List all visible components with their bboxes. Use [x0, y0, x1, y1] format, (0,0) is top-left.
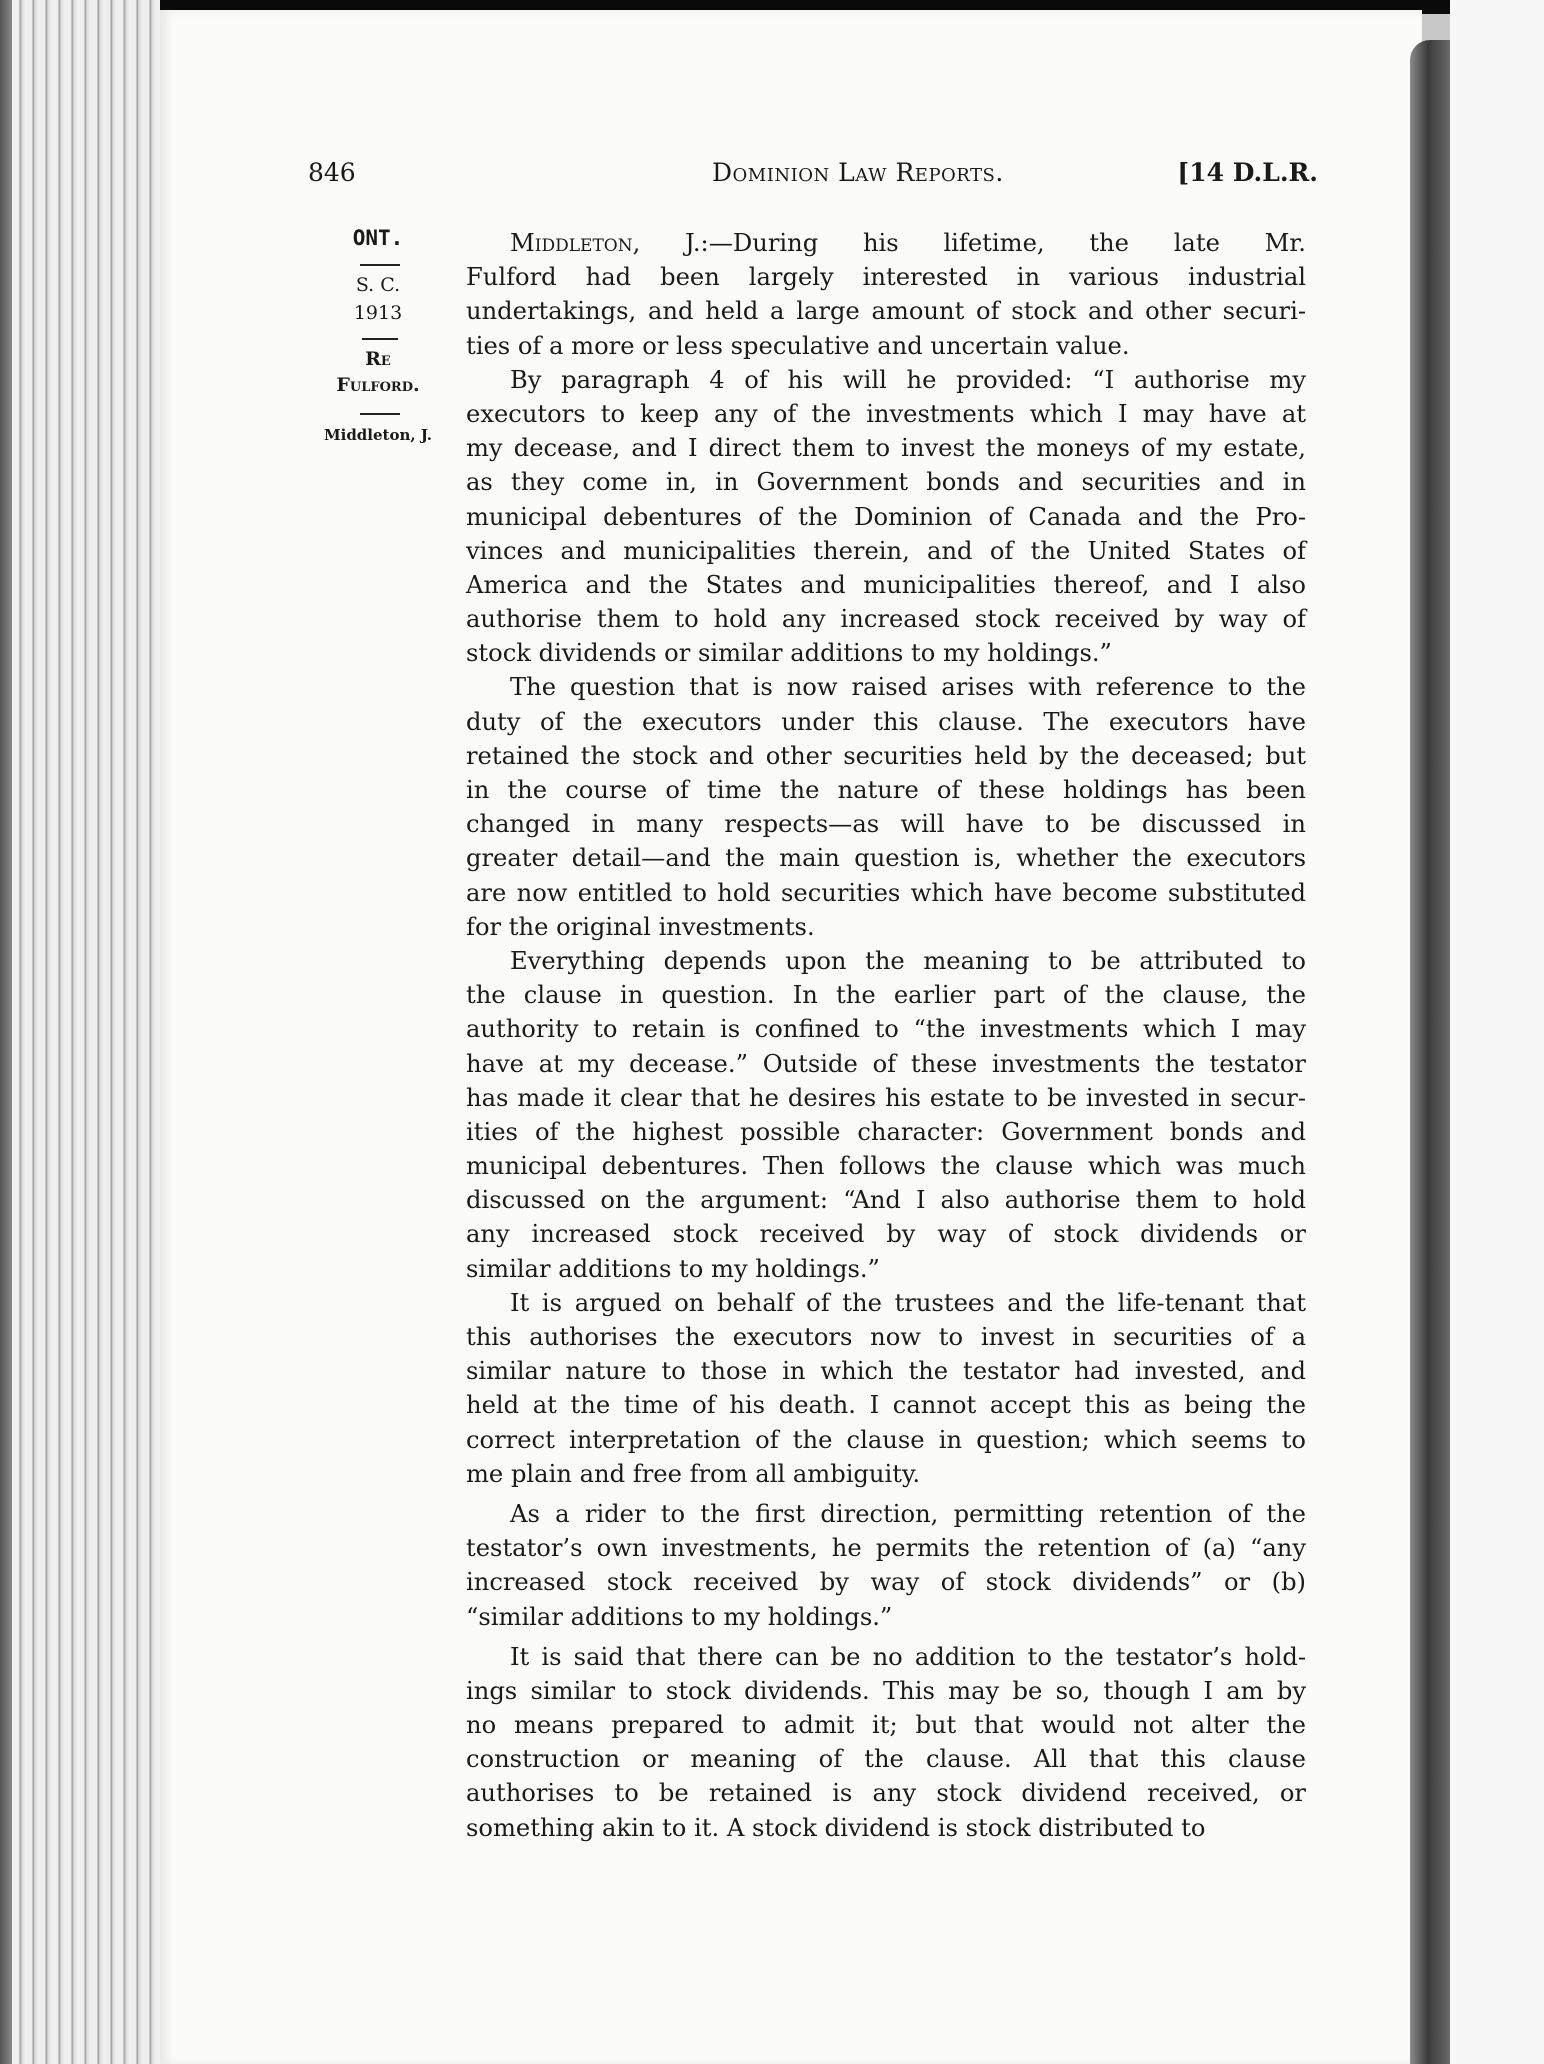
margin-case-name: Fulford. [336, 374, 420, 396]
text-line: similar additions to my holdings.” [466, 1254, 880, 1283]
volume-reference: [14 D.L.R. [1177, 158, 1318, 187]
text-line: ities of the highest possible character: Government bonds and [466, 1117, 1306, 1146]
margin-judge: Middleton, J. [324, 426, 432, 444]
text-line: has made it clear that he desires his estate to be invested in secur- [466, 1083, 1306, 1112]
text-line: something akin to it. A stock dividend is stock distributed to [466, 1813, 1206, 1842]
text-line: municipal debentures. Then follows the clause which was much [466, 1152, 1306, 1181]
text-line: ings similar to stock dividends. This may be so, though I am by [466, 1676, 1306, 1705]
scan-right-background [1450, 0, 1544, 2064]
text-line: construction or meaning of the clause. All that this clause [466, 1745, 1306, 1774]
paragraph [466, 226, 1306, 363]
book-spine-shadow [0, 0, 12, 2064]
paragraph [466, 1286, 1306, 1491]
text-line: changed in many respects—as will have to be discussed in [466, 810, 1306, 839]
page-curl-shadow [1410, 40, 1450, 2064]
text-line: America and the States and municipalities thereof, and I also [466, 570, 1306, 599]
margin-jurisdiction: ONT. [352, 226, 404, 250]
margin-court: S. C. [355, 274, 401, 296]
text-line: this authorises the executors now to invest in securities of a [466, 1323, 1306, 1351]
text-line: as they come in, in Government bonds and securities and in [466, 468, 1306, 497]
text-line: undertakings, and held a large amount of stock and other securi- [466, 297, 1306, 326]
text-line: my decease, and I direct them to invest the moneys of my estate, [466, 434, 1306, 463]
text-line: have at my decease.” Outside of these investments the testator [466, 1049, 1306, 1078]
text-line: held at the time of his death. I cannot accept this as being the [466, 1391, 1306, 1420]
text-line: authorise them to hold any increased stock received by way of [466, 605, 1306, 634]
text-line: ties of a more or less speculative and uncertain value. [466, 331, 1130, 360]
journal-title: Dominion Law Reports. [712, 158, 1004, 187]
margin-case-name: Re [365, 348, 391, 370]
margin-rule [362, 338, 398, 340]
paragraph [466, 1497, 1306, 1634]
judgment-text [466, 226, 1306, 1845]
text-line: retained the stock and other securities held by the deceased; but [466, 741, 1306, 770]
text-line: “similar additions to my holdings.” [466, 1602, 893, 1631]
text-line: executors to keep any of the investments which I may have at [466, 399, 1306, 428]
text-line: The question that is now raised arises with reference to the [510, 673, 1306, 702]
text-line: authority to retain is confined to “the investments which I may [466, 1015, 1306, 1044]
text-line: As a rider to the first direction, permitting retention of the [510, 1499, 1306, 1528]
margin-year: 1913 [353, 302, 403, 324]
margin-rule [360, 264, 400, 266]
text-line: Middleton, J.:—During his lifetime, the late Mr. [510, 229, 1306, 257]
text-line: By paragraph 4 of his will he provided: “I authorise my [510, 365, 1306, 394]
text-line: in the course of time the nature of these holdings has been [466, 776, 1306, 804]
text-line: Everything depends upon the meaning to be attributed to [510, 946, 1306, 975]
text-line: vinces and municipalities therein, and of the United States of [466, 536, 1306, 565]
paragraph [466, 1640, 1306, 1845]
page-number: 846 [308, 158, 356, 187]
text-line: municipal debentures of the Dominion of Canada and the Pro- [466, 502, 1306, 531]
text-line: stock dividends or similar additions to my holdings.” [466, 639, 1112, 668]
text-line: testator’s own investments, he permits the retention of (a) “any [466, 1534, 1306, 1563]
text-line: are now entitled to hold securities which have become substituted [466, 878, 1306, 907]
margin-rule [360, 413, 400, 415]
text-line: increased stock received by way of stock dividends” or (b) [466, 1568, 1306, 1597]
judge-name: Middleton [510, 229, 633, 257]
running-head [308, 158, 1318, 198]
paragraph [466, 670, 1306, 944]
text-line: correct interpretation of the clause in question; which seems to [466, 1425, 1306, 1454]
text-line: It is said that there can be no addition to the testator’s hold- [510, 1642, 1306, 1671]
text-line: Fulford had been largely interested in various industrial [466, 263, 1306, 292]
book-page-edges [0, 0, 160, 2064]
text-line: no means prepared to admit it; but that would not alter the [466, 1711, 1306, 1740]
text-line: It is argued on behalf of the trustees and the life-tenant that [510, 1288, 1306, 1317]
text-line: me plain and free from all ambiguity. [466, 1459, 921, 1488]
text-line: duty of the executors under this clause. The executors have [466, 707, 1306, 736]
text-line: discussed on the argument: “And I also authorise them to hold [466, 1186, 1306, 1215]
text-line: greater detail—and the main question is, whether the executors [466, 844, 1306, 873]
text-line: the clause in question. In the earlier part of the clause, the [466, 981, 1306, 1010]
text-line: authorises to be retained is any stock dividend received, or [466, 1779, 1306, 1808]
text-line: any increased stock received by way of stock dividends or [466, 1220, 1306, 1249]
text-line: for the original investments. [466, 912, 815, 941]
paragraph [466, 363, 1306, 671]
paragraph [466, 944, 1306, 1286]
text-line: similar nature to those in which the testator had invested, and [466, 1357, 1306, 1386]
